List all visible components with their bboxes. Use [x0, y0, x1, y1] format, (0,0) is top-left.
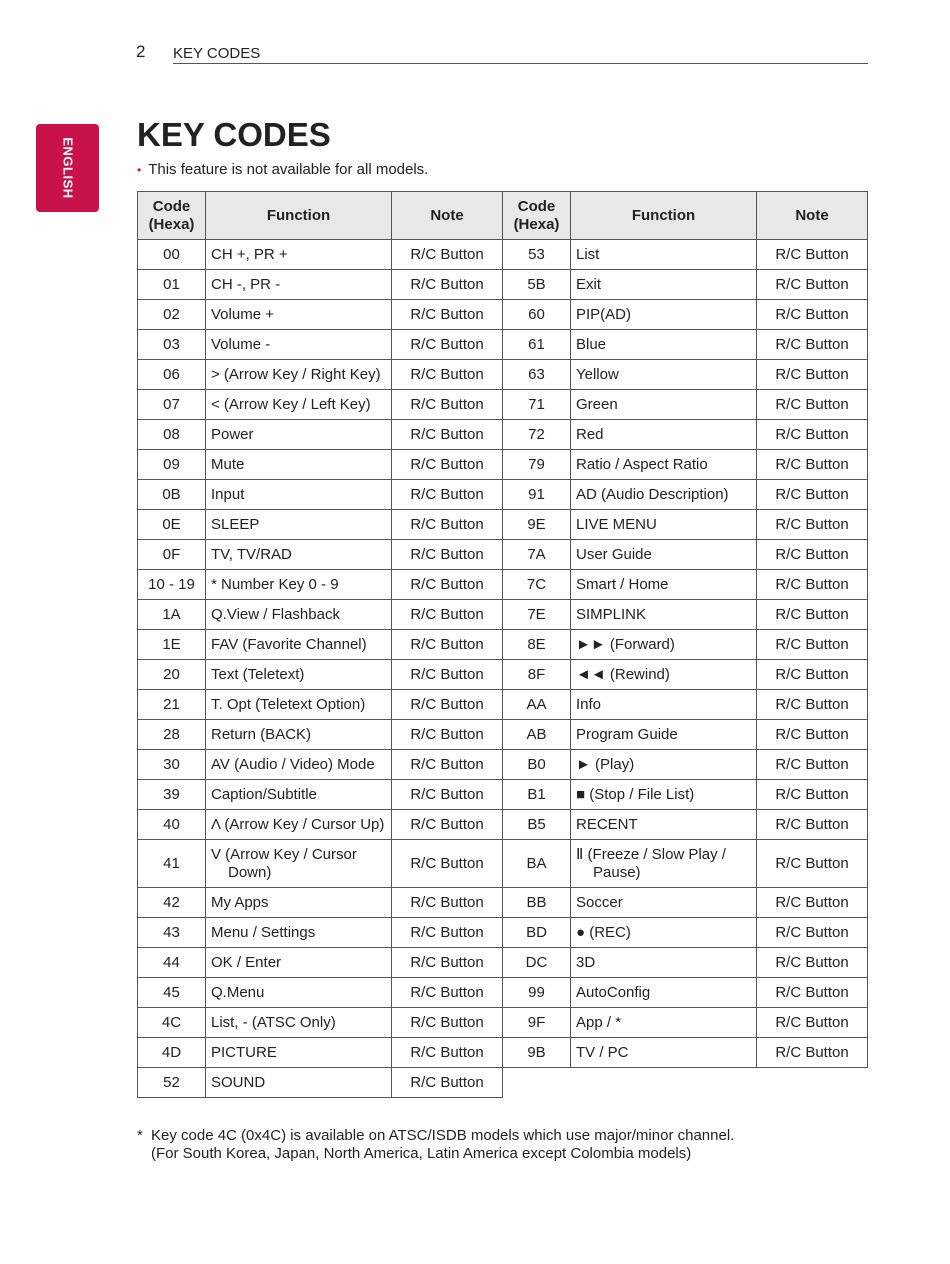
- function-cell: User Guide: [571, 540, 757, 570]
- note-cell: R/C Button: [392, 948, 503, 978]
- code-cell: 71: [503, 390, 571, 420]
- function-cell: Green: [571, 390, 757, 420]
- note-cell: R/C Button: [392, 1068, 503, 1098]
- table-row: [138, 690, 868, 720]
- note-cell: R/C Button: [757, 780, 868, 810]
- code-cell: 21: [138, 690, 206, 720]
- code-cell: 52: [138, 1068, 206, 1098]
- code-cell: 45: [138, 978, 206, 1008]
- note-cell: R/C Button: [392, 750, 503, 780]
- header-note-left: Note: [392, 192, 503, 240]
- code-cell: 10 - 19: [138, 570, 206, 600]
- function-cell: App / *: [571, 1008, 757, 1038]
- code-cell: 00: [138, 240, 206, 270]
- table-header-row: [138, 192, 868, 240]
- function-cell: ● (REC): [571, 918, 757, 948]
- note-cell: R/C Button: [757, 918, 868, 948]
- code-cell: 41: [138, 840, 206, 888]
- function-cell: Yellow: [571, 360, 757, 390]
- function-cell: Text (Teletext): [206, 660, 392, 690]
- table-row: [138, 450, 868, 480]
- header-function-left: Function: [206, 192, 392, 240]
- note-cell: R/C Button: [392, 420, 503, 450]
- function-cell: Info: [571, 690, 757, 720]
- table-row: [138, 660, 868, 690]
- table-row: [138, 390, 868, 420]
- function-cell: Power: [206, 420, 392, 450]
- table-row: [138, 630, 868, 660]
- table-row: [138, 978, 868, 1008]
- table-row: [138, 780, 868, 810]
- code-cell: 63: [503, 360, 571, 390]
- code-cell: 1A: [138, 600, 206, 630]
- table-row: [138, 720, 868, 750]
- note-cell: R/C Button: [392, 888, 503, 918]
- note-cell: R/C Button: [757, 540, 868, 570]
- table-row: [138, 750, 868, 780]
- function-cell: * Number Key 0 - 9: [206, 570, 392, 600]
- function-cell: TV / PC: [571, 1038, 757, 1068]
- code-cell: 4C: [138, 1008, 206, 1038]
- footnote: [137, 1127, 734, 1163]
- table-row: [138, 1038, 868, 1068]
- header-section-title: KEY CODES: [173, 45, 261, 62]
- note-cell: R/C Button: [757, 510, 868, 540]
- code-cell: 0E: [138, 510, 206, 540]
- table-row: [138, 1068, 868, 1098]
- code-cell: 4D: [138, 1038, 206, 1068]
- note-cell: R/C Button: [757, 1038, 868, 1068]
- table-body: [138, 240, 868, 1098]
- note-cell: R/C Button: [757, 240, 868, 270]
- note-cell: R/C Button: [392, 660, 503, 690]
- function-cell: Volume -: [206, 330, 392, 360]
- function-cell: ► (Play): [571, 750, 757, 780]
- note-cell: R/C Button: [757, 1008, 868, 1038]
- note-cell: R/C Button: [392, 918, 503, 948]
- note-cell: R/C Button: [757, 270, 868, 300]
- code-cell: 5B: [503, 270, 571, 300]
- function-cell: Caption/Subtitle: [206, 780, 392, 810]
- header-code-left: Code (Hexa): [138, 192, 206, 240]
- note-cell: R/C Button: [757, 750, 868, 780]
- note-cell: R/C Button: [757, 450, 868, 480]
- code-cell: 7C: [503, 570, 571, 600]
- function-cell: AutoConfig: [571, 978, 757, 1008]
- note-cell: R/C Button: [757, 810, 868, 840]
- note-cell: R/C Button: [757, 480, 868, 510]
- function-cell: My Apps: [206, 888, 392, 918]
- code-cell: 09: [138, 450, 206, 480]
- table-row: [138, 1008, 868, 1038]
- code-cell: 7E: [503, 600, 571, 630]
- function-cell: SIMPLINK: [571, 600, 757, 630]
- code-cell: 60: [503, 300, 571, 330]
- code-cell: 99: [503, 978, 571, 1008]
- function-cell: ■ (Stop / File List): [571, 780, 757, 810]
- function-cell: PICTURE: [206, 1038, 392, 1068]
- note-cell: R/C Button: [392, 1008, 503, 1038]
- function-cell: > (Arrow Key / Right Key): [206, 360, 392, 390]
- page-number: 2: [136, 42, 146, 61]
- function-cell: Mute: [206, 450, 392, 480]
- function-cell: Ⅱ (Freeze / Slow Play / Pause): [571, 840, 757, 888]
- note-cell: R/C Button: [757, 300, 868, 330]
- note-cell: R/C Button: [392, 270, 503, 300]
- function-cell: AV (Audio / Video) Mode: [206, 750, 392, 780]
- note-cell: R/C Button: [392, 480, 503, 510]
- code-cell: 28: [138, 720, 206, 750]
- table-row: [138, 480, 868, 510]
- code-cell: 91: [503, 480, 571, 510]
- bullet-icon: •: [137, 163, 142, 177]
- table-row: [138, 840, 868, 888]
- empty-cell: [503, 1068, 868, 1098]
- note-cell: R/C Button: [757, 660, 868, 690]
- note-cell: R/C Button: [392, 240, 503, 270]
- function-cell: RECENT: [571, 810, 757, 840]
- note-cell: R/C Button: [392, 780, 503, 810]
- function-cell: Program Guide: [571, 720, 757, 750]
- availability-note-text: This feature is not available for all models.: [148, 161, 429, 178]
- note-cell: R/C Button: [757, 690, 868, 720]
- code-cell: B5: [503, 810, 571, 840]
- table-row: [138, 570, 868, 600]
- function-cell: Soccer: [571, 888, 757, 918]
- code-cell: 01: [138, 270, 206, 300]
- function-cell: < (Arrow Key / Left Key): [206, 390, 392, 420]
- code-cell: 30: [138, 750, 206, 780]
- note-cell: R/C Button: [757, 888, 868, 918]
- function-cell: SLEEP: [206, 510, 392, 540]
- function-cell: Λ (Arrow Key / Cursor Up): [206, 810, 392, 840]
- code-cell: 02: [138, 300, 206, 330]
- code-cell: 72: [503, 420, 571, 450]
- code-cell: 39: [138, 780, 206, 810]
- function-cell: List: [571, 240, 757, 270]
- code-cell: 9F: [503, 1008, 571, 1038]
- function-cell: CH -, PR -: [206, 270, 392, 300]
- function-cell: TV, TV/RAD: [206, 540, 392, 570]
- function-cell: AD (Audio Description): [571, 480, 757, 510]
- code-cell: AB: [503, 720, 571, 750]
- code-cell: 0F: [138, 540, 206, 570]
- function-cell: CH +, PR +: [206, 240, 392, 270]
- code-cell: 43: [138, 918, 206, 948]
- table-row: [138, 300, 868, 330]
- code-cell: 61: [503, 330, 571, 360]
- code-cell: AA: [503, 690, 571, 720]
- function-cell: ►► (Forward): [571, 630, 757, 660]
- code-cell: BB: [503, 888, 571, 918]
- header-function-right: Function: [571, 192, 757, 240]
- function-cell: Smart / Home: [571, 570, 757, 600]
- function-cell: Menu / Settings: [206, 918, 392, 948]
- code-cell: 07: [138, 390, 206, 420]
- note-cell: R/C Button: [757, 948, 868, 978]
- code-cell: 9E: [503, 510, 571, 540]
- note-cell: R/C Button: [757, 630, 868, 660]
- function-cell: PIP(AD): [571, 300, 757, 330]
- note-cell: R/C Button: [757, 720, 868, 750]
- note-cell: R/C Button: [392, 570, 503, 600]
- footnote-line-1: Key code 4C (0x4C) is available on ATSC/ISDB models which use major/minor channel.: [151, 1127, 735, 1144]
- function-cell: ◄◄ (Rewind): [571, 660, 757, 690]
- function-cell: LIVE MENU: [571, 510, 757, 540]
- code-cell: 8F: [503, 660, 571, 690]
- page-title: KEY CODES: [137, 116, 331, 153]
- note-cell: R/C Button: [757, 600, 868, 630]
- code-cell: 1E: [138, 630, 206, 660]
- header-rule: [173, 63, 868, 64]
- code-cell: 44: [138, 948, 206, 978]
- note-cell: R/C Button: [757, 390, 868, 420]
- code-cell: 79: [503, 450, 571, 480]
- note-cell: R/C Button: [757, 360, 868, 390]
- table-row: [138, 918, 868, 948]
- code-cell: 08: [138, 420, 206, 450]
- code-cell: BA: [503, 840, 571, 888]
- function-cell: Return (BACK): [206, 720, 392, 750]
- note-cell: R/C Button: [392, 330, 503, 360]
- code-cell: 0B: [138, 480, 206, 510]
- note-cell: R/C Button: [392, 360, 503, 390]
- language-tab: [36, 124, 99, 212]
- code-cell: B1: [503, 780, 571, 810]
- note-cell: R/C Button: [757, 420, 868, 450]
- note-cell: R/C Button: [392, 630, 503, 660]
- availability-note: [137, 161, 428, 178]
- table-row: [138, 360, 868, 390]
- note-cell: R/C Button: [757, 840, 868, 888]
- function-cell: List, - (ATSC Only): [206, 1008, 392, 1038]
- note-cell: R/C Button: [392, 810, 503, 840]
- table-row: [138, 600, 868, 630]
- code-cell: 7A: [503, 540, 571, 570]
- key-codes-table: [137, 191, 868, 1098]
- note-cell: R/C Button: [757, 330, 868, 360]
- table-row: [138, 330, 868, 360]
- table-row: [138, 540, 868, 570]
- table-row: [138, 510, 868, 540]
- function-cell: V (Arrow Key / Cursor Down): [206, 840, 392, 888]
- function-cell: SOUND: [206, 1068, 392, 1098]
- code-cell: 9B: [503, 1038, 571, 1068]
- note-cell: R/C Button: [392, 840, 503, 888]
- function-cell: OK / Enter: [206, 948, 392, 978]
- function-cell: Red: [571, 420, 757, 450]
- code-cell: 53: [503, 240, 571, 270]
- code-cell: 20: [138, 660, 206, 690]
- function-cell: 3D: [571, 948, 757, 978]
- code-cell: 42: [138, 888, 206, 918]
- function-cell: Volume +: [206, 300, 392, 330]
- code-cell: 40: [138, 810, 206, 840]
- note-cell: R/C Button: [392, 300, 503, 330]
- function-cell: Ratio / Aspect Ratio: [571, 450, 757, 480]
- function-cell: Q.Menu: [206, 978, 392, 1008]
- function-cell: Exit: [571, 270, 757, 300]
- note-cell: R/C Button: [757, 570, 868, 600]
- function-cell: T. Opt (Teletext Option): [206, 690, 392, 720]
- code-cell: BD: [503, 918, 571, 948]
- function-cell: FAV (Favorite Channel): [206, 630, 392, 660]
- code-cell: DC: [503, 948, 571, 978]
- table-row: [138, 810, 868, 840]
- note-cell: R/C Button: [392, 600, 503, 630]
- note-cell: R/C Button: [392, 720, 503, 750]
- header-note-right: Note: [757, 192, 868, 240]
- note-cell: R/C Button: [392, 690, 503, 720]
- code-cell: 8E: [503, 630, 571, 660]
- code-cell: 03: [138, 330, 206, 360]
- note-cell: R/C Button: [392, 390, 503, 420]
- language-tab-label: ENGLISH: [60, 137, 75, 199]
- table-row: [138, 240, 868, 270]
- footnote-line-2: (For South Korea, Japan, North America, Latin America except Colombia models): [151, 1145, 692, 1162]
- footnote-mark: *: [137, 1127, 143, 1144]
- header-code-right: Code (Hexa): [503, 192, 571, 240]
- note-cell: R/C Button: [392, 450, 503, 480]
- note-cell: R/C Button: [392, 540, 503, 570]
- table-row: [138, 420, 868, 450]
- function-cell: Input: [206, 480, 392, 510]
- note-cell: R/C Button: [757, 978, 868, 1008]
- note-cell: R/C Button: [392, 510, 503, 540]
- note-cell: R/C Button: [392, 978, 503, 1008]
- table-row: [138, 948, 868, 978]
- function-cell: Q.View / Flashback: [206, 600, 392, 630]
- table-row: [138, 888, 868, 918]
- table-row: [138, 270, 868, 300]
- code-cell: B0: [503, 750, 571, 780]
- note-cell: R/C Button: [392, 1038, 503, 1068]
- code-cell: 06: [138, 360, 206, 390]
- function-cell: Blue: [571, 330, 757, 360]
